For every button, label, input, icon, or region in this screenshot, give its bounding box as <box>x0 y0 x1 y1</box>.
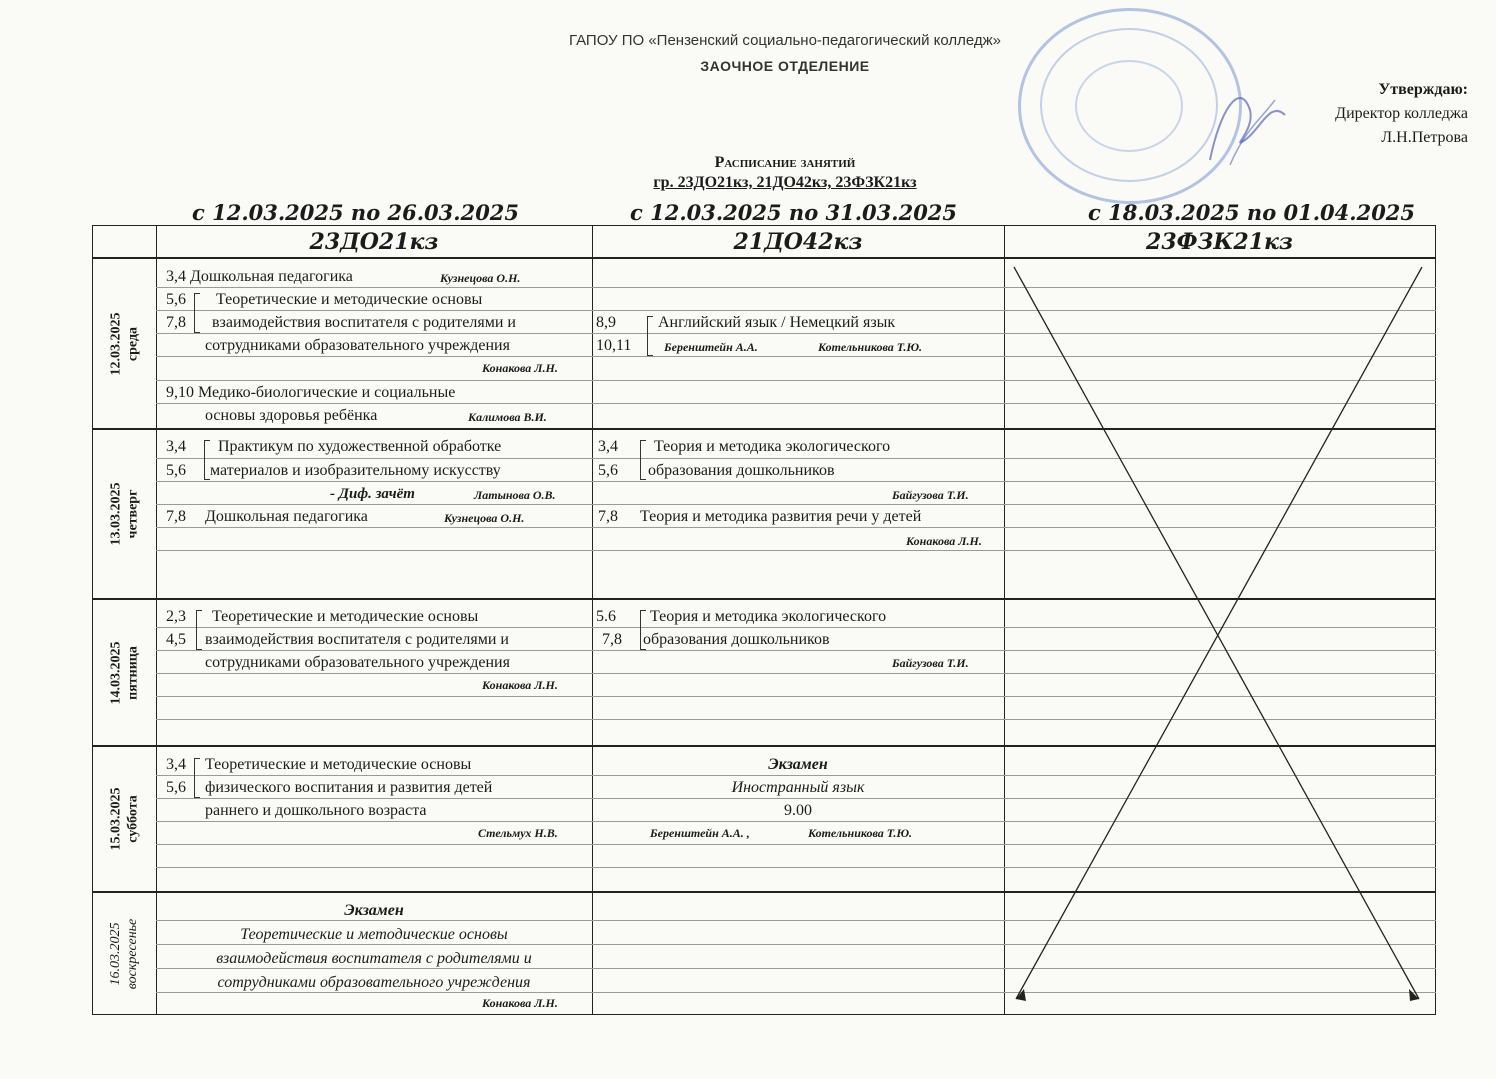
lesson-text: Теория и методика экологического <box>654 438 891 455</box>
teacher-name: Конакова Л.Н. <box>482 678 558 692</box>
lesson-text: взаимодействия воспитателя с родителями и <box>212 314 516 331</box>
exam-subject: Теоретические и методические основы <box>240 926 508 943</box>
table-border-top <box>92 225 1436 226</box>
day-weekday: среда <box>125 326 140 361</box>
teacher-name: Котельникова Т.Ю. <box>818 340 923 354</box>
exam-subject: Иностранный язык <box>731 779 865 796</box>
exam-time: 9.00 <box>784 802 812 819</box>
lesson-pair: 3,4 <box>166 438 186 455</box>
lesson-text: Теоретические и методические основы <box>205 756 472 773</box>
teacher-name: Стельмух Н.В. <box>478 826 558 840</box>
exam-subject: сотрудниками образовательного учреждения <box>217 974 531 991</box>
teacher-name: Конакова Л.Н. <box>482 361 558 375</box>
lesson-text: основы здоровья ребёнка <box>205 407 378 424</box>
lesson-text: 3,4 Дошкольная педагогика <box>166 268 353 285</box>
seal-stamp-core-ring <box>1075 60 1183 152</box>
day-date: 14.03.2025 <box>108 641 123 704</box>
exam-subject: взаимодействия воспитателя с родителями и <box>216 950 532 967</box>
lesson-text: раннего и дошкольного возраста <box>205 802 427 819</box>
approval-title: Утверждаю: <box>1378 81 1468 98</box>
lesson-pair: 3,4 <box>598 438 618 455</box>
day-weekday: воскресенье <box>125 918 140 989</box>
approval-block <box>1335 78 1468 150</box>
teacher-name: Беренштейн А.А. , <box>650 826 750 840</box>
crossed-out-marking <box>1004 259 1436 1015</box>
lesson-text: Теория и методика экологического <box>650 608 887 625</box>
department-name: ЗАОЧНОЕ ОТДЕЛЕНИЕ <box>700 58 870 74</box>
day-label-friday <box>92 600 156 745</box>
day-date: 13.03.2025 <box>108 482 123 546</box>
column-header-group-3: 23ФЗК21кз <box>1146 229 1293 255</box>
teacher-name: Кузнецова О.Н. <box>440 271 521 285</box>
lesson-pair: 5.6 <box>596 608 616 625</box>
institution-name: ГАПОУ ПО «Пензенский социально-педагогический колледж» <box>568 32 1002 49</box>
day-weekday: суббота <box>125 795 140 843</box>
column-divider-1 <box>592 225 593 1015</box>
bracket <box>194 293 200 333</box>
lesson-text: сотрудниками образовательного учреждения <box>205 337 510 354</box>
lesson-pair: 7,8 <box>598 508 618 525</box>
lesson-text: образования дошкольников <box>648 462 835 479</box>
lesson-text: физического воспитания и развития детей <box>205 779 493 796</box>
lesson-pair: 7,8 <box>166 508 186 525</box>
day-weekday: пятница <box>125 645 140 700</box>
exam-label: Экзамен <box>768 756 828 773</box>
teacher-name: Байгузова Т.И. <box>892 656 969 670</box>
teacher-name: Байгузова Т.И. <box>892 488 969 502</box>
day-label-thursday <box>92 430 156 598</box>
lesson-text: образования дошкольников <box>643 631 830 648</box>
day-date: 12.03.2025 <box>108 312 123 375</box>
lesson-pair: 10,11 <box>596 337 632 354</box>
period-group-1: с 12.03.2025 по 26.03.2025 <box>192 200 520 225</box>
lesson-text: Теоретические и методические основы <box>212 608 479 625</box>
lesson-pair: 4,5 <box>166 631 186 648</box>
bracket <box>640 440 646 480</box>
day-label-wednesday <box>92 259 156 428</box>
lesson-pair: 3,4 <box>166 756 186 773</box>
lesson-text: Практикум по художественной обработке <box>218 438 502 455</box>
teacher-name: Кузнецова О.Н. <box>444 511 525 525</box>
bracket <box>647 316 653 356</box>
day-label-saturday <box>92 747 156 891</box>
column-header-group-2: 21ДО42кз <box>733 229 863 255</box>
exam-label: Экзамен <box>344 902 404 919</box>
title-groups: гр. 23ДО21кз, 21ДО42кз, 23ФЗК21кз <box>653 174 917 191</box>
day-weekday: четверг <box>125 489 140 539</box>
lesson-pair: 5,6 <box>598 462 618 479</box>
credit-note: - Диф. зачёт <box>330 486 415 502</box>
lesson-text: 9,10 Медико-биологические и социальные <box>166 384 456 401</box>
schedule-title <box>0 153 1496 193</box>
lesson-pair: 2,3 <box>166 608 186 625</box>
teacher-name: Конакова Л.Н. <box>482 996 558 1010</box>
lesson-text: материалов и изобразительному искусству <box>210 462 501 479</box>
day-date: 15.03.2025 <box>108 787 123 851</box>
lesson-pair: 5,6 <box>166 779 186 796</box>
title-main: Расписание занятий <box>714 154 856 171</box>
day-date: 16.03.2025 <box>108 922 123 985</box>
period-group-2: с 12.03.2025 по 31.03.2025 <box>630 200 958 225</box>
teacher-name: Беренштейн А.А. <box>664 340 758 354</box>
teacher-name: Котельникова Т.Ю. <box>808 826 913 840</box>
teacher-name: Калимова В.И. <box>468 410 547 424</box>
period-group-3: с 18.03.2025 по 01.04.2025 <box>1088 200 1416 225</box>
bracket <box>194 758 200 798</box>
lesson-text: Дошкольная педагогика <box>205 508 368 525</box>
day-column-divider <box>156 225 157 1015</box>
approval-name: Л.Н.Петрова <box>1381 129 1468 146</box>
lesson-pair: 8,9 <box>596 314 616 331</box>
lesson-text: сотрудниками образовательного учреждения <box>205 654 510 671</box>
lesson-text: взаимодействия воспитателя с родителями и <box>205 631 509 648</box>
teacher-name: Латынова О.В. <box>474 488 556 502</box>
approval-position: Директор колледжа <box>1335 105 1468 122</box>
day-label-sunday <box>92 893 156 1014</box>
lesson-pair: 7,8 <box>602 631 622 648</box>
column-header-group-1: 23ДО21кз <box>309 229 439 255</box>
lesson-text: Теоретические и методические основы <box>216 291 483 308</box>
teacher-name: Конакова Л.Н. <box>906 534 982 548</box>
lesson-pair: 5,6 <box>166 462 186 479</box>
lesson-text: Английский язык / Немецкий язык <box>658 314 896 331</box>
lesson-text: Теория и методика развития речи у детей <box>640 508 922 525</box>
lesson-pair: 7,8 <box>166 314 186 331</box>
bracket <box>196 610 202 650</box>
lesson-pair: 5,6 <box>166 291 186 308</box>
